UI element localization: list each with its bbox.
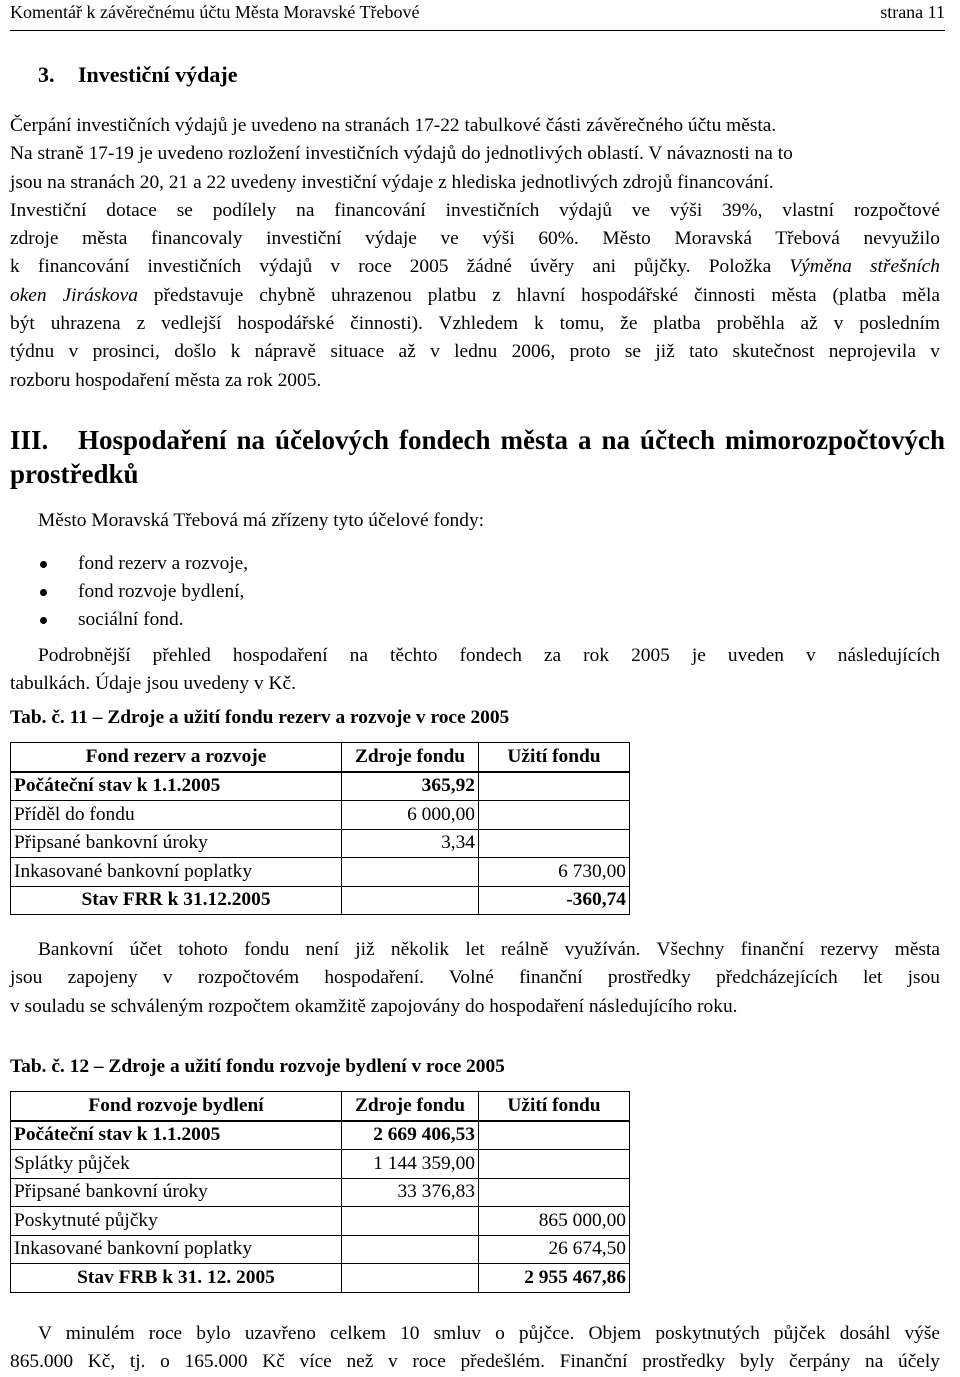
section-3-heading <box>38 62 238 88</box>
table-cell: Splátky půjček <box>11 1150 342 1179</box>
table-cell: 365,92 <box>342 772 479 801</box>
table-cell: 1 144 359,00 <box>342 1150 479 1179</box>
paragraph-line: 865.000 Kč, tj. o 165.000 Kč více než v roce předešlém. Finanční prostředky byly čerpány na účely <box>10 1351 940 1373</box>
paragraph-line: V minulém roce bylo uzavřeno celkem 10 smluv o půjčce. Objem poskytnutých půjček dosáhl výše <box>38 1323 940 1344</box>
funds-detail-paragraph <box>10 642 940 699</box>
table-row <box>11 1235 630 1264</box>
paragraph-line: rozboru hospodaření města za rok 2005. <box>10 369 322 391</box>
table-cell: -360,74 <box>479 886 630 915</box>
table-cell <box>479 1121 630 1150</box>
table-cell <box>342 886 479 915</box>
list-item-text: fond rozvoje bydlení, <box>78 581 245 602</box>
list-item <box>38 550 248 578</box>
table-cell <box>342 1264 479 1293</box>
section-3-paragraph <box>10 112 940 395</box>
funds-intro: Město Moravská Třebová má zřízeny tyto účelové fondy: <box>38 510 485 531</box>
paragraph-line: v souladu se schváleným rozpočtem okamžitě zapojovány do hospodaření následujícího roku. <box>10 995 738 1017</box>
table-cell: 33 376,83 <box>342 1178 479 1207</box>
table-row <box>11 858 630 887</box>
list-item <box>38 578 248 606</box>
table-cell <box>342 1207 479 1236</box>
page-header <box>10 0 945 31</box>
paragraph-line: Investiční dotace se podílely na financování investičních výdajů ve výši 39%, vlastní rozpočtové <box>10 199 940 221</box>
table-cell: Stav FRR k 31.12.2005 <box>11 886 342 915</box>
column-header: Fond rozvoje bydlení <box>11 1092 342 1121</box>
table-cell: Připsané bankovní úroky <box>11 829 342 858</box>
table-total-row <box>11 886 630 915</box>
paragraph-line: týdnu v prosinci, došlo k nápravě situace až v lednu 2006, proto se již tato skutečnost neprojevila v <box>10 341 940 363</box>
paragraph-line: být uhrazena z vedlejší hospodářské činnosti). Vzhledem k tomu, že platba proběhla až v posledním <box>10 313 940 335</box>
column-header: Zdroje fondu <box>342 1092 479 1121</box>
table-cell: 2 669 406,53 <box>342 1121 479 1150</box>
table-cell: 3,34 <box>342 829 479 858</box>
table-row <box>11 1178 630 1207</box>
table-cell <box>479 772 630 801</box>
paragraph-text: představuje chybně uhrazenou platbu z hlavní hospodářské činnosti města (platba měla <box>153 284 940 306</box>
italic-item-name-cont: oken Jiráskova <box>10 284 138 306</box>
table-cell: Poskytnuté půjčky <box>11 1207 342 1236</box>
fund-paragraph <box>10 936 940 1021</box>
table-cell: 26 674,50 <box>479 1235 630 1264</box>
table-row <box>11 1121 630 1150</box>
table-cell: Inkasované bankovní poplatky <box>11 858 342 887</box>
paragraph-line: jsou zapojeny v rozpočtovém hospodaření. Volné finanční prostředky předcházejících let jsou <box>10 967 940 989</box>
paragraph-line: jsou na stranách 20, 21 a 22 uvedeny investiční výdaje z hlediska jednotlivých zdrojů financování. <box>10 171 774 193</box>
column-header: Fond rezerv a rozvoje <box>11 743 342 772</box>
table-row <box>11 829 630 858</box>
section-III-number: III. <box>10 425 49 455</box>
header-title: Komentář k závěrečnému účtu Města Moravské Třebové <box>10 2 420 22</box>
bullet-icon <box>40 561 47 568</box>
table-11-caption: Tab. č. 11 – Zdroje a užití fondu rezerv a rozvoje v roce 2005 <box>10 707 510 728</box>
table-cell: 865 000,00 <box>479 1207 630 1236</box>
table-cell <box>479 1150 630 1179</box>
paragraph-line <box>10 282 940 310</box>
column-header: Zdroje fondu <box>342 743 479 772</box>
column-header: Užití fondu <box>479 743 630 772</box>
loans-paragraph <box>10 1320 940 1377</box>
paragraph-line: Bankovní účet tohoto fondu není již několik let reálně využíván. Všechny finanční rezervy města <box>38 939 940 960</box>
table-row <box>11 772 630 801</box>
paragraph-line <box>10 253 940 281</box>
table-12 <box>10 1091 630 1293</box>
paragraph-line: zdroje města financovaly investiční výdaje ve výši 60%. Město Moravská Třebová nevyužilo <box>10 228 940 250</box>
funds-list <box>38 550 248 634</box>
bullet-icon <box>40 589 47 596</box>
column-header: Užití fondu <box>479 1092 630 1121</box>
table-cell: Počáteční stav k 1.1.2005 <box>11 772 342 801</box>
table-total-row <box>11 1264 630 1293</box>
table-cell <box>479 801 630 830</box>
table-cell: Připsané bankovní úroky <box>11 1178 342 1207</box>
list-item-text: fond rezerv a rozvoje, <box>78 553 249 574</box>
paragraph-line: Na straně 17-19 je uvedeno rozložení investičních výdajů do jednotlivých oblastí. V návaznosti na to <box>10 143 793 165</box>
table-cell: Inkasované bankovní poplatky <box>11 1235 342 1264</box>
table-cell: 6 000,00 <box>342 801 479 830</box>
table-cell: Počáteční stav k 1.1.2005 <box>11 1121 342 1150</box>
table-cell <box>342 858 479 887</box>
paragraph-line: tabulkách. Údaje jsou uvedeny v Kč. <box>10 673 296 695</box>
paragraph-text: k financování investičních výdajů v roce 2005 žádné úvěry ani půjčky. Položka <box>10 256 772 278</box>
table-cell: 6 730,00 <box>479 858 630 887</box>
page-number: strana 11 <box>880 2 945 22</box>
table-cell: Příděl do fondu <box>11 801 342 830</box>
table-cell <box>342 1235 479 1264</box>
table-cell: 2 955 467,86 <box>479 1264 630 1293</box>
table-12-caption: Tab. č. 12 – Zdroje a užití fondu rozvoje bydlení v roce 2005 <box>10 1056 505 1077</box>
list-item-text: sociální fond. <box>78 609 184 630</box>
table-cell <box>479 1178 630 1207</box>
section-III-title-cont: prostředků <box>10 459 139 489</box>
paragraph-line: Podrobnější přehled hospodaření na těchto fondech za rok 2005 je uveden v následujících <box>38 645 940 666</box>
section-3-number: 3. <box>38 62 55 87</box>
section-3-title: Investiční výdaje <box>78 62 238 87</box>
table-header-row <box>11 743 630 772</box>
section-III-title: Hospodaření na účelových fondech města a na účtech mimorozpočtových <box>78 425 945 455</box>
table-cell: Stav FRB k 31. 12. 2005 <box>11 1264 342 1293</box>
section-III-heading <box>10 423 945 491</box>
table-header-row <box>11 1092 630 1121</box>
paragraph-line: Čerpání investičních výdajů je uvedeno na stranách 17-22 tabulkové části závěrečného účtu města. <box>10 115 777 136</box>
table-cell <box>479 829 630 858</box>
table-row <box>11 1150 630 1179</box>
bullet-icon <box>40 617 47 624</box>
table-row <box>11 801 630 830</box>
italic-item-name: Výměna střešních <box>789 256 940 278</box>
list-item <box>38 606 248 634</box>
table-11 <box>10 742 630 915</box>
table-row <box>11 1207 630 1236</box>
